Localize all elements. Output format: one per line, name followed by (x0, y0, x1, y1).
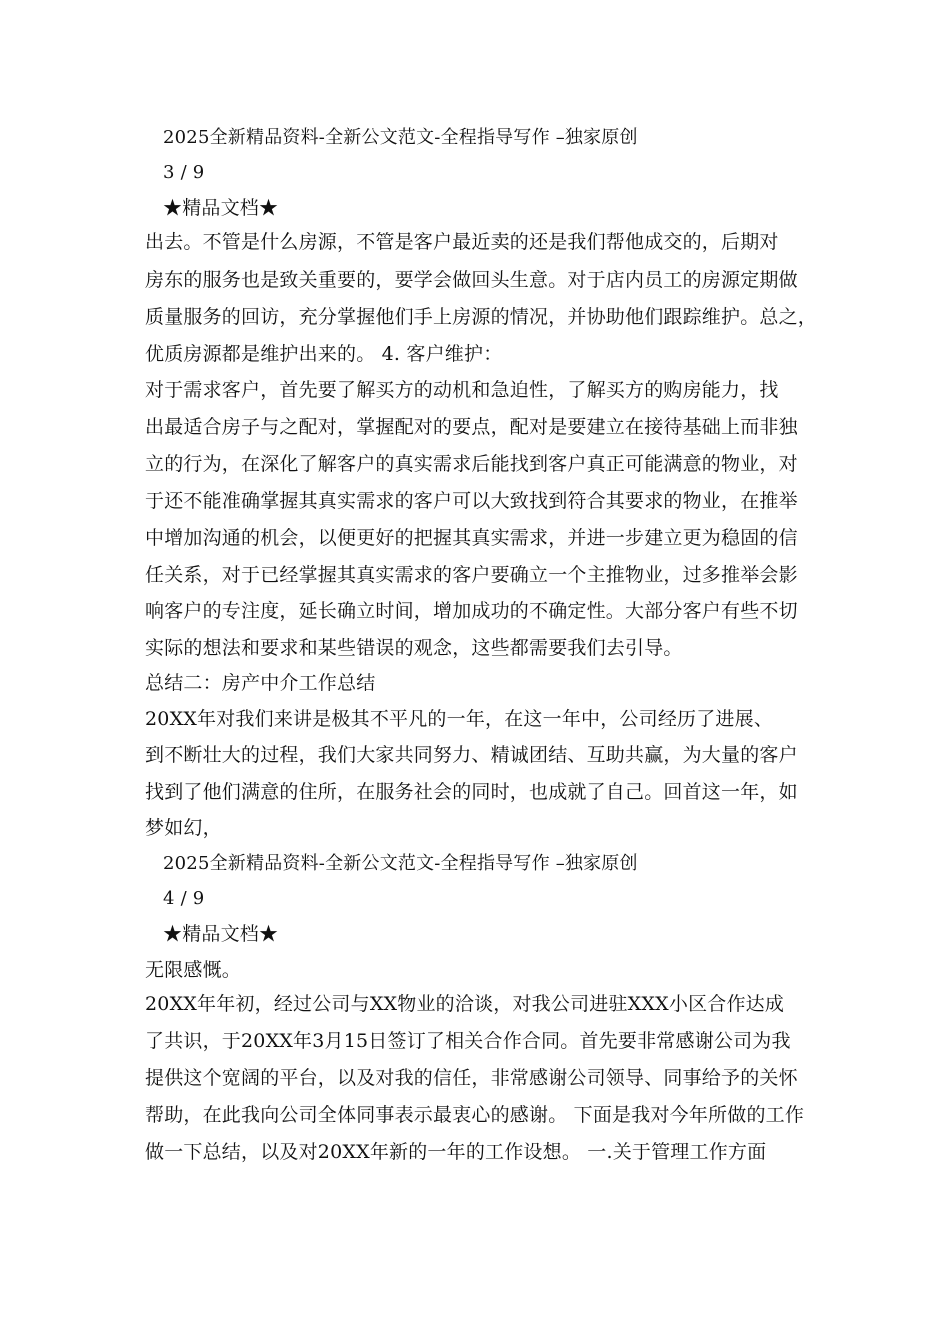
body-line: 梦如幻， (145, 817, 222, 839)
body-line: 响客户的专注度，延长确立时间，增加成功的不确定性。大部分客户有些不切 (145, 600, 798, 622)
doc-header: 2025全新精品资料-全新公文范文-全程指导写作 –独家原创 (163, 127, 638, 148)
body-line: 立的行为，在深化了解客户的真实需求后能找到客户真正可能满意的物业，对 (145, 453, 798, 475)
section-heading: 总结二：房产中介工作总结 (145, 672, 376, 694)
body-line: 于还不能准确掌握其真实需求的客户可以大致找到符合其要求的物业，在推举 (145, 490, 798, 512)
star-label: ★精品文档★ (163, 923, 279, 945)
body-line: 房东的服务也是致关重要的，要学会做回头生意。对于店内员工的房源定期做 (145, 269, 798, 291)
body-line: 帮助，在此我向公司全体同事表示最衷心的感谢。 下面是我对今年所做的工作 (145, 1104, 805, 1126)
body-line: 质量服务的回访，充分掌握他们手上房源的情况，并协助他们跟踪维护。总之， (145, 306, 818, 328)
page-number: 3 / 9 (163, 162, 205, 183)
body-line: 任关系，对于已经掌握其真实需求的客户要确立一个主推物业，过多推举会影 (145, 564, 798, 586)
doc-header: 2025全新精品资料-全新公文范文-全程指导写作 –独家原创 (163, 853, 638, 874)
body-line: 无限感慨。 (145, 959, 242, 981)
body-line: 对于需求客户，首先要了解买方的动机和急迫性，了解买方的购房能力，找 (145, 379, 779, 401)
body-line: 中增加沟通的机会，以便更好的把握其真实需求，并进一步建立更为稳固的信 (145, 527, 798, 549)
body-line: 优质房源都是维护出来的。 4. 客户维护： (145, 343, 503, 365)
star-label: ★精品文档★ (163, 197, 279, 219)
body-line: 出去。不管是什么房源，不管是客户最近卖的还是我们帮他成交的，后期对 (145, 231, 779, 253)
body-line: 找到了他们满意的住所，在服务社会的同时，也成就了自己。回首这一年，如 (145, 781, 798, 803)
body-line: 20XX年对我们来讲是极其不平凡的一年，在这一年中，公司经历了进展、 (145, 708, 774, 730)
body-line: 出最适合房子与之配对，掌握配对的要点，配对是要建立在接待基础上而非独 (145, 416, 798, 438)
body-line: 20XX年年初，经过公司与XX物业的洽谈，对我公司进驻XXX小区合作达成 (145, 993, 785, 1015)
body-line: 了共识，于20XX年3月15日签订了相关合作合同。首先要非常感谢公司为我 (145, 1030, 791, 1052)
body-line: 到不断壮大的过程，我们大家共同努力、精诚团结、互助共赢，为大量的客户 (145, 744, 798, 766)
body-line: 实际的想法和要求和某些错误的观念，这些都需要我们去引导。 (145, 637, 683, 659)
page-number: 4 / 9 (163, 888, 205, 909)
body-line: 做一下总结，以及对20XX年新的一年的工作设想。 一.关于管理工作方面 (145, 1141, 767, 1163)
body-line: 提供这个宽阔的平台，以及对我的信任，非常感谢公司领导、同事给予的关怀 (145, 1067, 798, 1089)
